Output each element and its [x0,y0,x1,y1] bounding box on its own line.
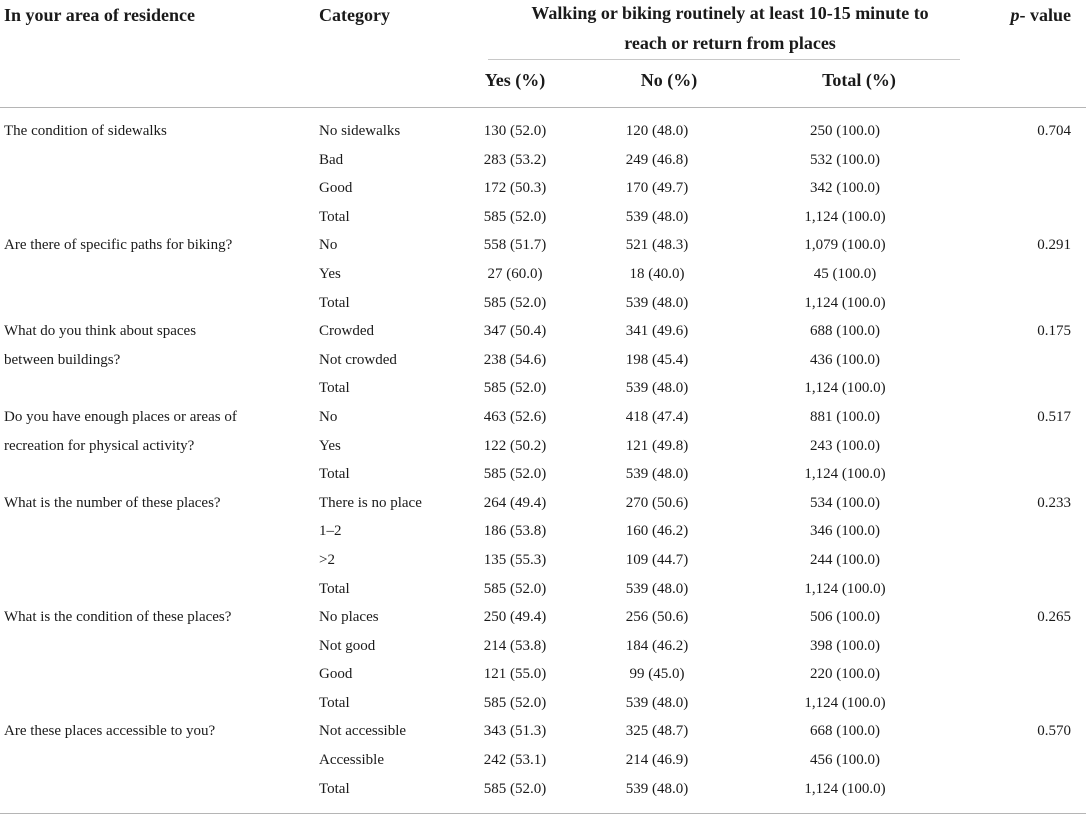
table-bottom-rule [0,813,1086,814]
total-cell: 243 (100.0) [810,437,880,454]
no-cell: 539 (48.0) [625,694,689,711]
total-cell: 1,124 (100.0) [804,466,886,483]
table-row [0,374,1091,403]
p-value-cell: 0.570 [1037,723,1071,740]
no-cell: 418 (47.4) [625,408,689,425]
yes-cell: 172 (50.3) [483,180,547,197]
no-cell: 539 (48.0) [625,466,689,483]
no-cell: 170 (49.7) [625,180,689,197]
group-underline [488,59,960,60]
total-cell: 532 (100.0) [810,151,880,168]
table-row [0,660,1091,689]
yes-cell: 27 (60.0) [487,265,543,282]
area-cell: What is the condition of these places? [4,609,232,626]
total-cell: 250 (100.0) [810,123,880,139]
table-row [0,575,1091,604]
p-value-cell: 0.291 [1037,237,1071,254]
table-row [0,203,1091,232]
area-cell: What do you think about spaces [4,323,197,340]
table-row [0,546,1091,575]
no-cell: 270 (50.6) [625,494,689,511]
p-value-cell: 0.265 [1037,609,1071,626]
total-cell: 456 (100.0) [810,752,880,769]
total-cell: 220 (100.0) [810,666,880,683]
table-row [0,317,1091,346]
yes-cell: 264 (49.4) [483,494,547,511]
no-cell: 198 (45.4) [625,351,689,368]
yes-cell: 214 (53.8) [483,637,547,654]
table-row [0,117,1091,146]
total-cell: 1,124 (100.0) [804,294,886,311]
total-cell: 436 (100.0) [810,351,880,368]
area-cell: Are these places accessible to you? [4,723,216,740]
category-cell: Not crowded [319,351,397,368]
category-cell: No sidewalks [319,123,401,139]
table-row [0,146,1091,175]
yes-cell: 558 (51.7) [483,237,547,254]
table-row [0,460,1091,489]
total-cell: 1,079 (100.0) [804,237,886,254]
table-row [0,632,1091,661]
table-row [0,260,1091,289]
category-cell: Yes [319,265,341,282]
table-row [0,717,1091,746]
total-cell: 534 (100.0) [810,494,880,511]
category-cell: No [319,237,338,254]
p-value-cell: 0.233 [1037,494,1071,511]
header-area: In your area of residence [4,5,195,25]
total-cell: 1,124 (100.0) [804,694,886,711]
table-row [0,746,1091,775]
category-cell: Bad [319,151,344,168]
no-cell: 109 (44.7) [625,551,689,568]
no-cell: 184 (46.2) [625,637,689,654]
table-row [0,775,1091,804]
category-cell: No places [319,609,379,626]
total-cell: 1,124 (100.0) [804,380,886,397]
category-cell: 1–2 [319,523,342,540]
table-row [0,432,1091,461]
total-cell: 244 (100.0) [810,551,880,568]
category-cell: Not good [319,637,376,654]
yes-cell: 463 (52.6) [483,408,547,425]
yes-cell: 347 (50.4) [483,323,547,340]
no-cell: 341 (49.6) [625,323,689,340]
yes-cell: 585 (52.0) [483,294,547,311]
area-cell: Are there of specific paths for biking? [4,237,233,254]
no-cell: 160 (46.2) [625,523,689,540]
total-cell: 1,124 (100.0) [804,580,886,597]
no-cell: 120 (48.0) [625,123,689,139]
total-cell: 1,124 (100.0) [804,780,886,797]
category-cell: Total [319,780,350,797]
table-row [0,403,1091,432]
total-cell: 45 (100.0) [813,265,877,282]
table-row [0,174,1091,203]
yes-cell: 585 (52.0) [483,780,547,797]
table-row [0,517,1091,546]
no-cell: 521 (48.3) [625,237,689,254]
category-cell: Not accessible [319,723,407,740]
total-cell: 688 (100.0) [810,323,880,340]
table-row [0,289,1091,318]
no-cell: 539 (48.0) [625,294,689,311]
table-row [0,689,1091,718]
table-row [0,603,1091,632]
yes-cell: 121 (55.0) [483,666,547,683]
yes-cell: 585 (52.0) [483,380,547,397]
no-cell: 539 (48.0) [625,780,689,797]
no-cell: 214 (46.9) [625,752,689,769]
yes-cell: 186 (53.8) [483,523,547,540]
area-cell: between buildings? [4,351,121,368]
header-category: Category [319,5,390,25]
yes-cell: 135 (55.3) [483,551,547,568]
yes-cell: 585 (52.0) [483,694,547,711]
header-no: No (%) [640,70,698,90]
category-cell: Good [319,666,353,683]
no-cell: 249 (46.8) [625,151,689,168]
header-p-rest: - value [1019,5,1071,25]
category-cell: Total [319,580,350,597]
area-cell: The condition of sidewalks [4,123,167,139]
yes-cell: 122 (50.2) [483,437,547,454]
area-cell: Do you have enough places or areas of [4,408,237,425]
total-cell: 398 (100.0) [810,637,880,654]
category-cell: Total [319,380,350,397]
total-cell: 1,124 (100.0) [804,208,886,225]
header-total: Total (%) [822,70,896,90]
category-cell: No [319,408,338,425]
no-cell: 539 (48.0) [625,208,689,225]
category-cell: >2 [319,551,335,568]
total-cell: 881 (100.0) [810,408,880,425]
header-p-italic: p [1010,5,1020,25]
yes-cell: 250 (49.4) [483,609,547,626]
no-cell: 121 (49.8) [625,437,689,454]
category-cell: There is no place [319,494,422,511]
yes-cell: 130 (52.0) [483,123,547,139]
header-group-title: Walking or biking routinely at least 10-15 minute to reach or return from places [531,3,929,53]
yes-cell: 242 (53.1) [483,752,547,769]
header-p-value [1011,4,1072,26]
no-cell: 539 (48.0) [625,380,689,397]
yes-cell: 585 (52.0) [483,466,547,483]
header-bottom-rule [0,107,1086,108]
total-cell: 346 (100.0) [810,523,880,540]
category-cell: Total [319,466,350,483]
category-cell: Crowded [319,323,374,340]
table-row [0,489,1091,518]
p-value-cell: 0.704 [1037,123,1071,139]
no-cell: 18 (40.0) [629,265,685,282]
category-cell: Yes [319,437,341,454]
total-cell: 506 (100.0) [810,609,880,626]
header-yes: Yes (%) [484,70,546,90]
area-cell: recreation for physical activity? [4,437,195,454]
p-value-cell: 0.175 [1037,323,1071,340]
yes-cell: 283 (53.2) [483,151,547,168]
category-cell: Total [319,294,350,311]
table-body [0,117,1091,803]
yes-cell: 343 (51.3) [483,723,547,740]
category-cell: Accessible [319,752,384,769]
category-cell: Total [319,694,350,711]
total-cell: 668 (100.0) [810,723,880,740]
category-cell: Good [319,180,353,197]
p-value-cell: 0.517 [1037,408,1071,425]
no-cell: 539 (48.0) [625,580,689,597]
table-row [0,231,1091,260]
yes-cell: 585 (52.0) [483,208,547,225]
category-cell: Total [319,208,350,225]
yes-cell: 238 (54.6) [483,351,547,368]
no-cell: 256 (50.6) [625,609,689,626]
total-cell: 342 (100.0) [810,180,880,197]
yes-cell: 585 (52.0) [483,580,547,597]
area-cell: What is the number of these places? [4,494,221,511]
table-row [0,346,1091,375]
no-cell: 99 (45.0) [629,666,685,683]
no-cell: 325 (48.7) [625,723,689,740]
